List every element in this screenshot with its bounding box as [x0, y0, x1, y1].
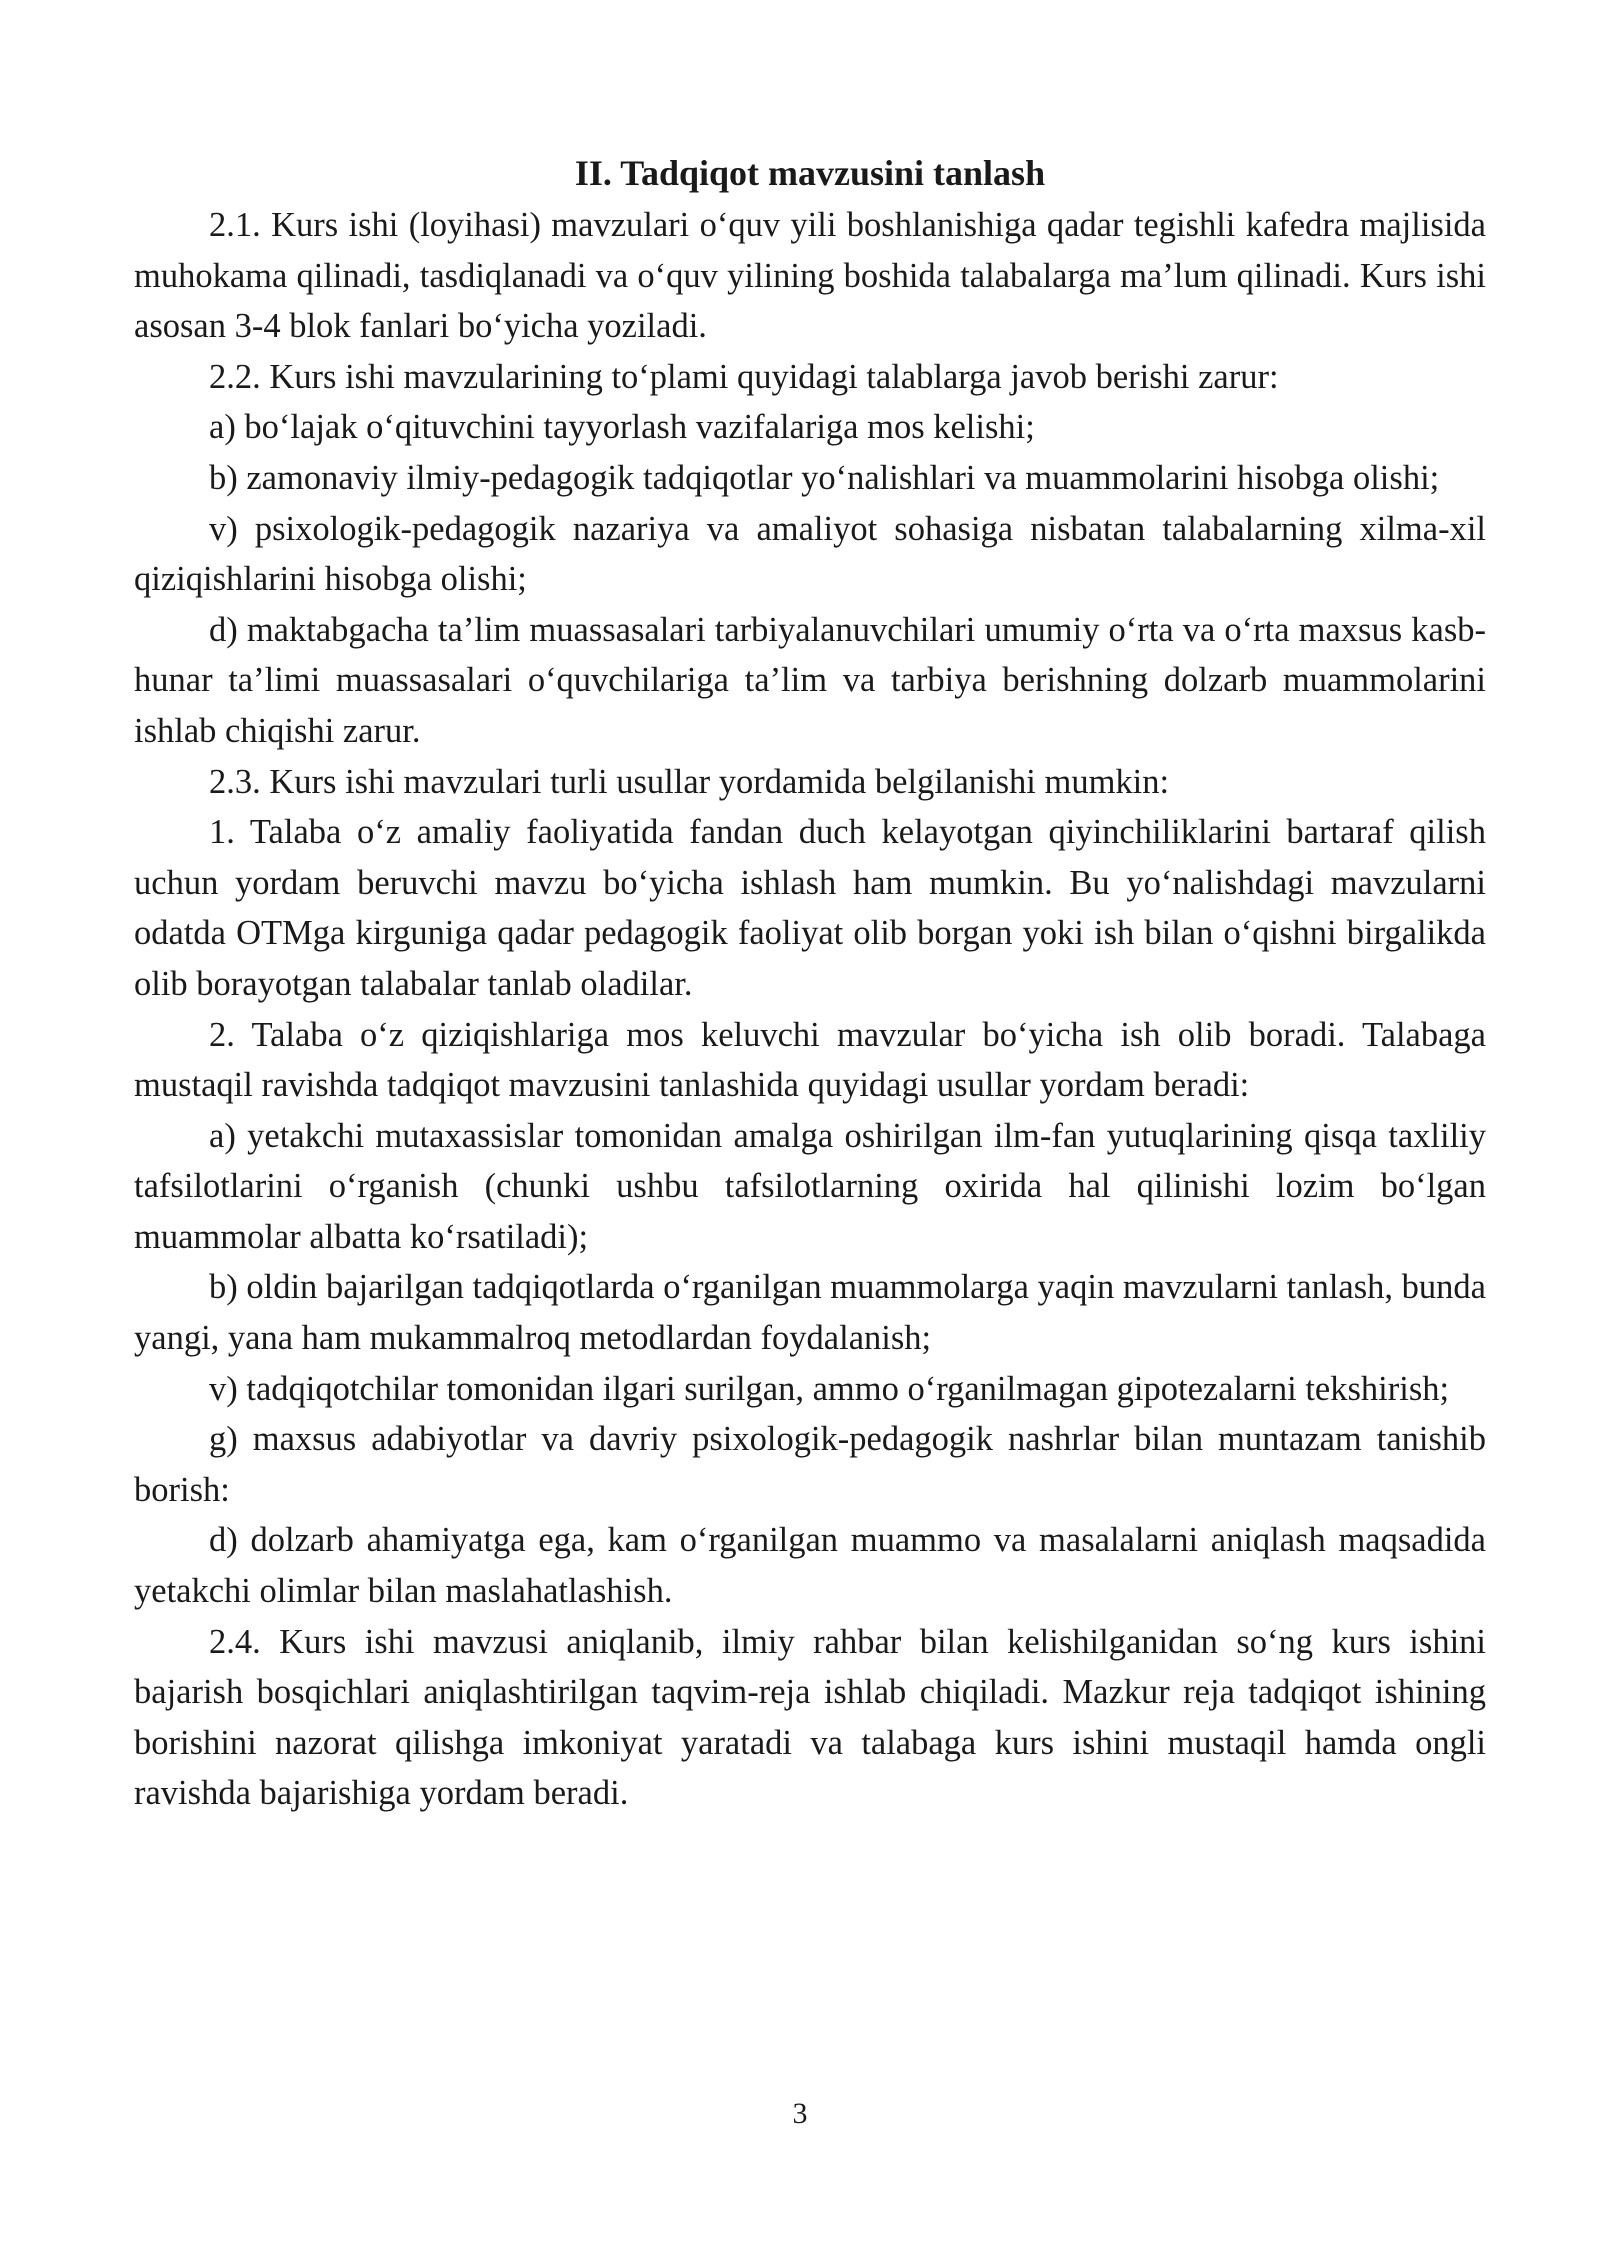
- paragraph-2-1: 2.1. Kurs ishi (loyihasi) mavzulari o‘quv yili boshlanishiga qadar tegishli kafedra majlisida muhokama qilinadi, tasdiqlanadi va o‘quv yilining boshida talabalarga ma’lum qilinadi. Kurs ishi asosan 3-4 blok fanlari bo‘yicha yoziladi.: [134, 206, 1486, 346]
- section-title: II. Tadqiqot mavzusini tanlash: [574, 153, 1046, 193]
- paragraph-2-4: 2.4. Kurs ishi mavzusi aniqlanib, ilmiy rahbar bilan kelishilganidan so‘ng kurs ishini bajarish bosqichlari aniqlashtirilgan taqvim-reja ishlab chiqiladi. Mazkur reja tadqiqot ishining borishini nazorat qilishga imkoniyat yaratadi va talabaga kurs ishini mustaqil hamda ongli ravishda bajarishiga yordam beradi.: [134, 1622, 1486, 1813]
- list-item-b: b) zamonaviy ilmiy-pedagogik tadqiqotlar yo‘nalishlari va muammolarini hisobga olishi;: [209, 458, 1440, 497]
- page-number: 3: [792, 2097, 808, 2130]
- paragraph-2-2: 2.2. Kurs ishi mavzularining to‘plami quyidagi talablarga javob berishi zarur:: [209, 357, 1279, 396]
- list-item-a: a) bo‘lajak o‘qituvchini tayyorlash vazifalariga mos kelishi;: [209, 408, 1035, 447]
- method-1: 1. Talaba o‘z amaliy faoliyatida fandan duch kelayotgan qiyinchiliklarini bartaraf qilish uchun yordam beruvchi mavzu bo‘yicha ishlash ham mumkin. Bu yo‘nalishdagi mavzularni odatda OTMga kirguniga qadar pedagogik faoliyat olib borgan yoki ish bilan o‘qishni birgalikda olib borayotgan talabalar tanlab oladilar.: [134, 813, 1486, 1003]
- paragraph-2-3: 2.3. Kurs ishi mavzulari turli usullar yordamida belgilanishi mumkin:: [209, 762, 1170, 801]
- document-body: [134, 148, 1486, 1819]
- list-item-v: v) psixologik-pedagogik nazariya va amaliyot sohasiga nisbatan talabalarning xilma-xil qiziqishlarini hisobga olishi;: [134, 509, 1486, 599]
- method-2-item-v: v) tadqiqotchilar tomonidan ilgari surilgan, ammo o‘rganilmagan gipotezalarni tekshirish;: [209, 1369, 1450, 1408]
- method-2-item-d: d) dolzarb ahamiyatga ega, kam o‘rganilgan muammo va masalalarni aniqlash maqsadida yetakchi olimlar bilan maslahatlashish.: [134, 1521, 1486, 1611]
- list-item-d: d) maktabgacha ta’lim muassasalari tarbiyalanuvchilari umumiy o‘rta va o‘rta maxsus kasb-hunar ta’limi muassasalari o‘quvchilariga ta’lim va tarbiya berishning dolzarb muammolarini ishlab chiqishi zarur.: [134, 610, 1486, 750]
- method-2-item-b: b) oldin bajarilgan tadqiqotlarda o‘rganilgan muammolarga yaqin mavzularni tanlash, bunda yangi, yana ham mukammalroq metodlardan foydalanish;: [134, 1268, 1486, 1358]
- method-2-item-g: g) maxsus adabiyotlar va davriy psixologik-pedagogik nashrlar bilan muntazam tanishib borish:: [134, 1420, 1486, 1509]
- method-2-item-a: a) yetakchi mutaxassislar tomonidan amalga oshirilgan ilm-fan yutuqlarining qisqa taxliliy tafsilotlarini o‘rganish (chunki ushbu tafsilotlarning oxirida hal qilinishi lozim bo‘lgan muammolar albatta ko‘rsatiladi);: [134, 1116, 1486, 1256]
- method-2: 2. Talaba o‘z qiziqishlariga mos keluvchi mavzular bo‘yicha ish olib boradi. Talabaga mustaqil ravishda tadqiqot mavzusini tanlashida quyidagi usullar yordam beradi:: [134, 1015, 1486, 1105]
